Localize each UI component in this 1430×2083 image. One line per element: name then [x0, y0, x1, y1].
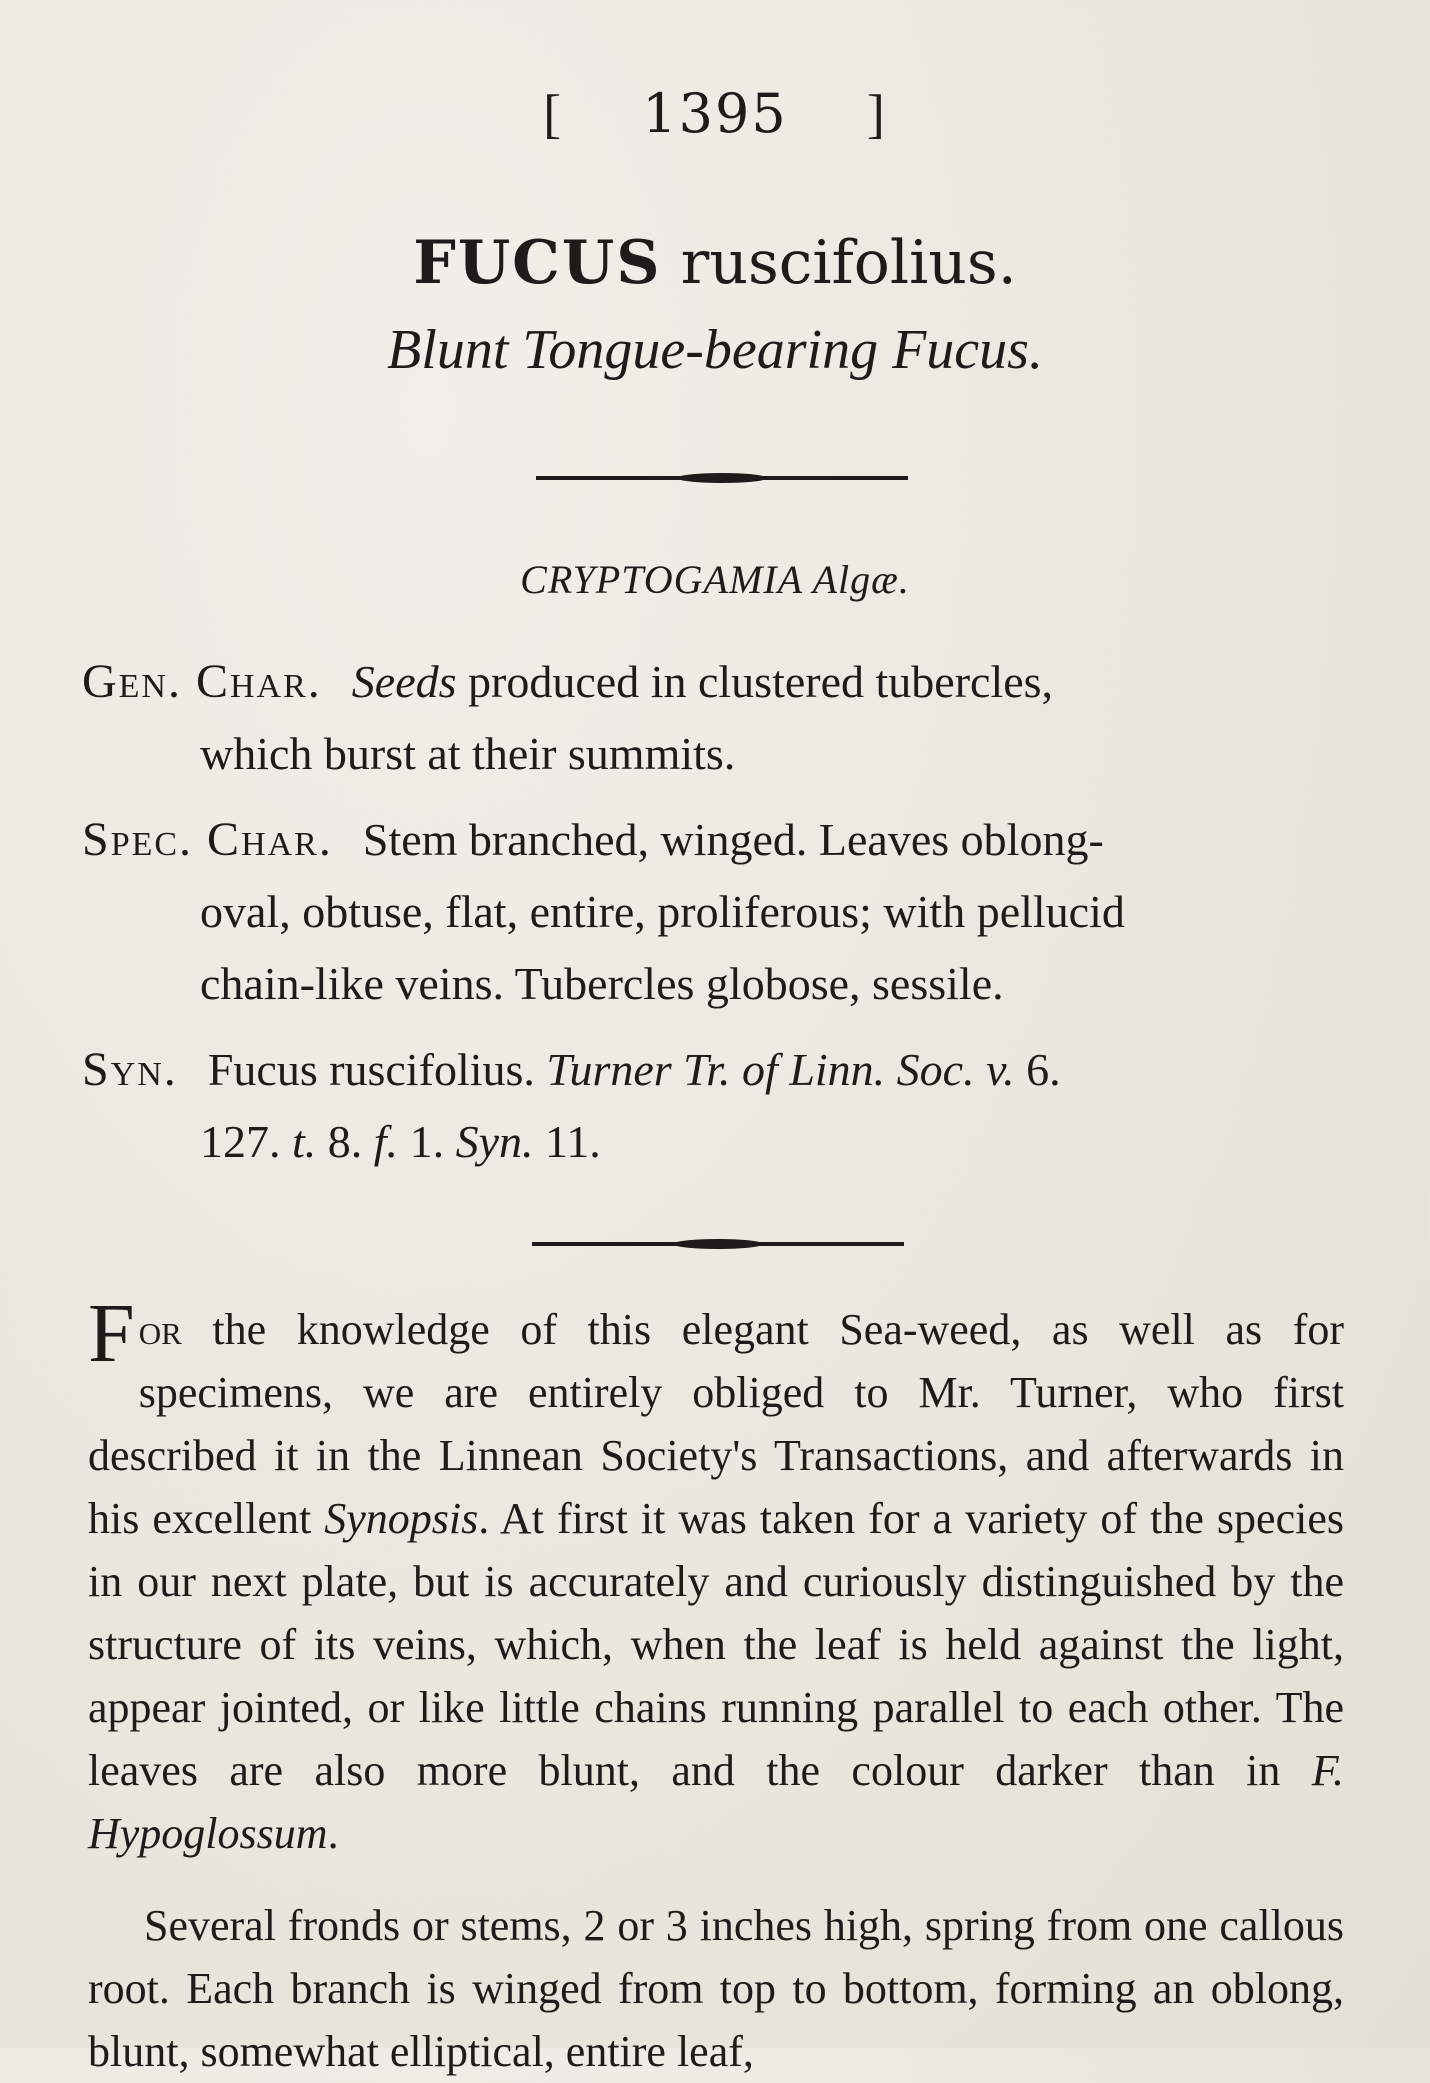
syn-line2	[82, 1106, 1342, 1178]
gen-char-line1: produced in clustered tubercles,	[456, 656, 1054, 707]
syn-t: t.	[292, 1116, 317, 1167]
description-paragraph-1	[88, 1287, 1344, 1865]
genus-name: FUCUS	[413, 228, 662, 298]
lead-caps: or	[138, 1305, 182, 1354]
ornamental-rule-bottom	[532, 1242, 904, 1246]
syn-line2c: 1.	[398, 1116, 456, 1167]
p1-text-b: . At first it was taken for a variety of the species in our next plate, but is accurately and curiously distinguished by the structure of its veins, which, when the leaf is held against the light, appear jointed, or like little chains running parallel to each other. The leaves are also more blunt, and the colour darker than in	[88, 1494, 1344, 1795]
p1-synopsis: Synopsis	[324, 1494, 479, 1543]
gen-char-label: Gen. Char.	[82, 655, 322, 708]
generic-character	[82, 646, 1342, 790]
gen-char-lead: Seeds	[351, 656, 457, 707]
drop-cap: F	[88, 1287, 135, 1380]
common-name: Blunt Tongue-bearing Fucus.	[387, 319, 1043, 381]
description-paragraph-2: Several fronds or stems, 2 or 3 inches high, spring from one callous root. Each branch is winged from top to bottom, forming an oblong, blunt, somewhat elliptical, entire leaf,	[88, 1901, 1344, 2076]
plate-bracket-open: [	[543, 84, 564, 144]
species-epithet: ruscifolius.	[680, 228, 1017, 298]
syn-ref1: Turner Tr. of Linn. Soc. v.	[546, 1044, 1015, 1095]
ornamental-rule-top	[536, 476, 908, 480]
plate-number	[0, 82, 1430, 145]
plate-bracket-close: ]	[866, 84, 887, 144]
syn-label: Syn.	[82, 1043, 178, 1096]
syn-f: f.	[373, 1116, 399, 1167]
plate-number-value: 1395	[642, 82, 788, 145]
spec-char-label: Spec. Char.	[82, 813, 333, 866]
syn-num1: 6.	[1014, 1044, 1061, 1095]
syn-line2d: 11.	[533, 1116, 601, 1167]
syn-line2b: 8.	[316, 1116, 374, 1167]
p1-species-ref: F. Hypoglossum	[88, 1746, 1344, 1858]
specific-character	[82, 804, 1342, 1020]
spec-char-line3: chain-like veins. Tubercles globose, sessile.	[200, 958, 1004, 1009]
p1-text-c: .	[327, 1809, 339, 1858]
spec-char-line2: oval, obtuse, flat, entire, proliferous; with pellucid	[200, 886, 1125, 937]
classification: CRYPTOGAMIA Algæ.	[520, 557, 910, 602]
syn-text1: Fucus ruscifolius.	[207, 1044, 535, 1095]
p1-text-a: the knowledge of this elegant Sea-weed, as well as for specimens, we are entirely obliged to Mr. Turner, who first described it in the Linnean Society's Transactions, and afterwards in his excellent	[88, 1305, 1344, 1543]
gen-char-line2: which burst at their summits.	[200, 728, 736, 779]
syn-line2a: 127.	[200, 1116, 292, 1167]
synonymy	[82, 1034, 1342, 1178]
species-title	[0, 228, 1430, 298]
spec-char-line1: Stem branched, winged. Leaves oblong-	[362, 814, 1104, 865]
syn-syn-ref: Syn.	[455, 1116, 534, 1167]
